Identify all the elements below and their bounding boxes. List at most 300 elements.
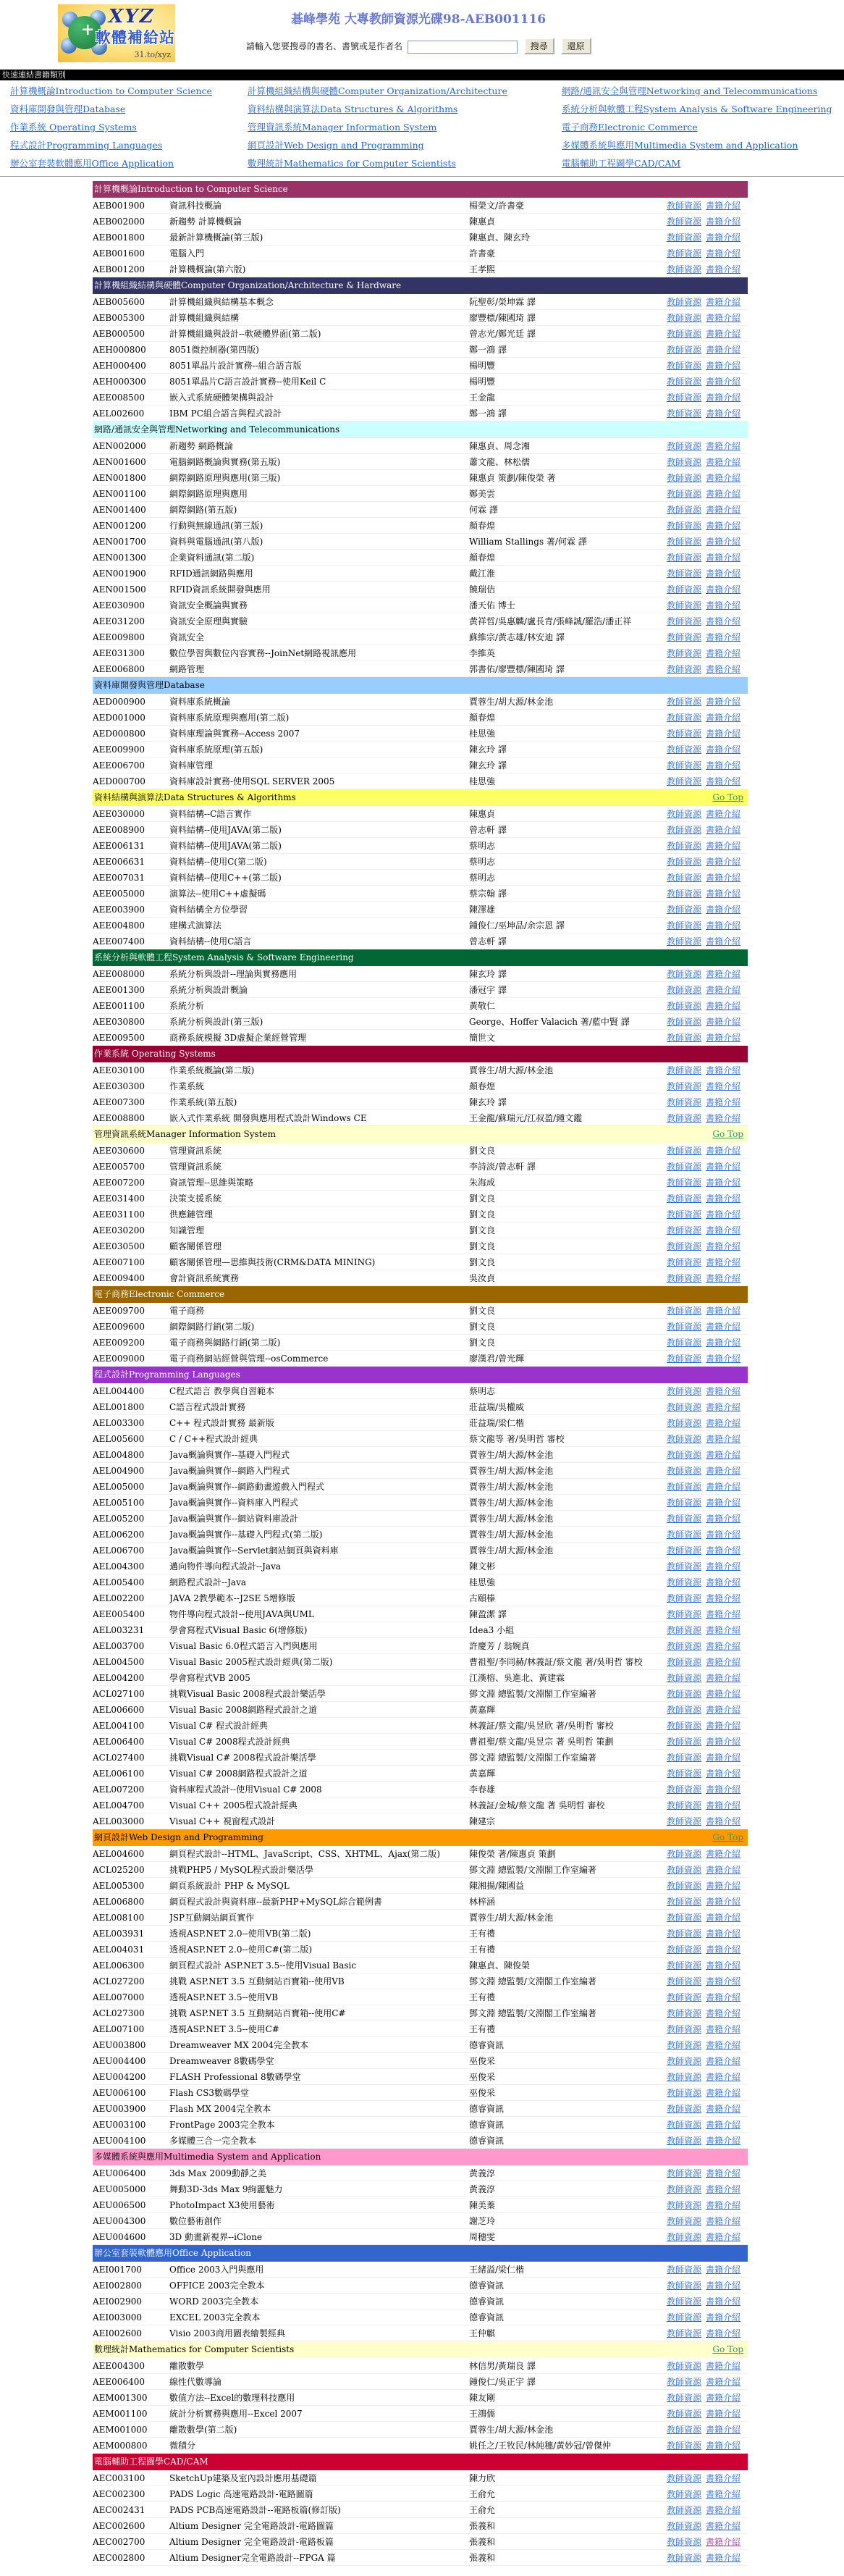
book-row (93, 438, 748, 454)
book-intro-link[interactable]: 書籍介紹 (705, 1322, 740, 1332)
teacher-resource-link[interactable]: 教師資源 (666, 1897, 701, 1907)
teacher-resource-link[interactable]: 教師資源 (666, 1241, 701, 1251)
teacher-resource-link[interactable]: 教師資源 (666, 1322, 701, 1332)
book-intro-link[interactable]: 書籍介紹 (705, 936, 740, 947)
book-intro-link[interactable]: 書籍介紹 (705, 1705, 740, 1715)
book-intro-link[interactable]: 書籍介紹 (705, 2489, 740, 2499)
book-intro-link[interactable]: 書籍介紹 (705, 1178, 740, 1188)
book-intro-link[interactable]: 書籍介紹 (705, 1498, 740, 1508)
teacher-resource-link[interactable]: 教師資源 (666, 1800, 701, 1811)
teacher-resource-link[interactable]: 教師資源 (666, 2377, 701, 2387)
teacher-resource-link[interactable]: 教師資源 (666, 1065, 701, 1075)
book-intro-link[interactable]: 書籍介紹 (705, 2216, 740, 2226)
teacher-resource-link[interactable]: 教師資源 (666, 1482, 701, 1492)
teacher-resource-link[interactable]: 教師資源 (666, 1017, 701, 1027)
teacher-resource-link[interactable]: 教師資源 (666, 873, 701, 883)
book-intro-link[interactable]: 書籍介紹 (705, 408, 740, 419)
teacher-resource-link[interactable]: 教師資源 (666, 1193, 701, 1204)
teacher-resource-link[interactable]: 教師資源 (666, 1593, 701, 1603)
book-code: AEI002800 (93, 2280, 142, 2291)
book-intro-link[interactable]: 書籍介紹 (705, 905, 740, 915)
reset-button[interactable]: 還原 (561, 38, 591, 54)
teacher-resource-link[interactable]: 教師資源 (666, 920, 701, 931)
book-intro-link[interactable]: 書籍介紹 (705, 361, 740, 371)
book-links (661, 1385, 748, 1397)
go-top-link[interactable]: Go Top (712, 792, 743, 802)
book-intro-link[interactable]: 書籍介紹 (705, 1273, 740, 1283)
book-intro-link[interactable]: 書籍介紹 (705, 1241, 740, 1251)
go-top-link[interactable]: Go Top (712, 1129, 743, 1139)
teacher-resource-link[interactable]: 教師資源 (666, 1625, 701, 1635)
book-intro-link[interactable]: 書籍介紹 (705, 2441, 740, 2451)
teacher-resource-link[interactable]: 教師資源 (666, 2008, 701, 2018)
teacher-resource-link[interactable]: 教師資源 (666, 2056, 701, 2066)
teacher-resource-link[interactable]: 教師資源 (666, 1865, 701, 1875)
teacher-resource-link[interactable]: 教師資源 (666, 297, 701, 307)
book-intro-link[interactable]: 書籍介紹 (705, 616, 740, 626)
book-intro-link[interactable]: 書籍介紹 (705, 521, 740, 531)
teacher-resource-link[interactable]: 教師資源 (666, 1929, 701, 1939)
teacher-resource-link[interactable]: 教師資源 (666, 408, 701, 419)
teacher-resource-link[interactable]: 教師資源 (666, 936, 701, 947)
book-intro-link[interactable]: 書籍介紹 (705, 1784, 740, 1795)
search-input[interactable] (408, 41, 518, 54)
teacher-resource-link[interactable]: 教師資源 (666, 1561, 701, 1572)
teacher-resource-link[interactable]: 教師資源 (666, 584, 701, 595)
book-intro-link[interactable]: 書籍介紹 (705, 569, 740, 579)
book-intro-link[interactable]: 書籍介紹 (705, 1625, 740, 1635)
book-intro-link[interactable]: 書籍介紹 (705, 201, 740, 211)
book-intro-link[interactable]: 書籍介紹 (705, 809, 740, 819)
teacher-resource-link[interactable]: 教師資源 (666, 2040, 701, 2050)
quick-link-category-5[interactable]: 資料結構與演算法Data Structures & Algorithms (248, 104, 458, 114)
quick-link-category-15[interactable]: 電腦輔助工程圖學CAD/CAM (562, 158, 681, 169)
teacher-resource-link[interactable]: 教師資源 (666, 1434, 701, 1444)
book-intro-link[interactable]: 書籍介紹 (705, 473, 740, 483)
book-intro-link[interactable]: 書籍介紹 (705, 2008, 740, 2018)
teacher-resource-link[interactable]: 教師資源 (666, 1306, 701, 1316)
go-top-link[interactable]: Go Top (712, 1832, 743, 1842)
teacher-resource-link[interactable]: 教師資源 (666, 1769, 701, 1779)
teacher-resource-link[interactable]: 教師資源 (666, 2265, 701, 2275)
book-intro-link[interactable]: 書籍介紹 (705, 1721, 740, 1731)
book-intro-link[interactable]: 書籍介紹 (705, 632, 740, 642)
teacher-resource-link[interactable]: 教師資源 (666, 1146, 701, 1156)
teacher-resource-link[interactable]: 教師資源 (666, 2120, 701, 2130)
book-intro-link[interactable]: 書籍介紹 (705, 1881, 740, 1891)
teacher-resource-link[interactable]: 教師資源 (666, 2232, 701, 2242)
book-intro-link[interactable]: 書籍介紹 (705, 1657, 740, 1667)
book-intro-link[interactable]: 書籍介紹 (705, 1849, 740, 1859)
teacher-resource-link[interactable]: 教師資源 (666, 2521, 701, 2531)
teacher-resource-link[interactable]: 教師資源 (666, 809, 701, 819)
book-intro-link[interactable]: 書籍介紹 (705, 1402, 740, 1412)
book-intro-link[interactable]: 書籍介紹 (705, 2281, 740, 2291)
book-intro-link[interactable]: 書籍介紹 (705, 760, 740, 771)
book-intro-link[interactable]: 書籍介紹 (705, 1081, 740, 1091)
teacher-resource-link[interactable]: 教師資源 (666, 632, 701, 642)
teacher-resource-link[interactable]: 教師資源 (666, 600, 701, 611)
quick-link-category-3[interactable]: 網路/通訊安全與管理Networking and Telecommunications (562, 85, 818, 96)
book-intro-link[interactable]: 書籍介紹 (705, 1434, 740, 1444)
book-intro-link[interactable]: 書籍介紹 (705, 1209, 740, 1220)
book-intro-link[interactable]: 書籍介紹 (705, 729, 740, 739)
teacher-resource-link[interactable]: 教師資源 (666, 329, 701, 339)
book-intro-link[interactable]: 書籍介紹 (705, 2505, 740, 2515)
teacher-resource-link[interactable]: 教師資源 (666, 1450, 701, 1460)
teacher-resource-link[interactable]: 教師資源 (666, 825, 701, 835)
book-intro-link[interactable]: 書籍介紹 (705, 1257, 740, 1267)
book-intro-link[interactable]: 書籍介紹 (705, 889, 740, 899)
book-intro-link[interactable]: 書籍介紹 (705, 697, 740, 707)
teacher-resource-link[interactable]: 教師資源 (666, 1721, 701, 1731)
book-intro-link[interactable]: 書籍介紹 (705, 841, 740, 851)
teacher-resource-link[interactable]: 教師資源 (666, 1657, 701, 1667)
book-intro-link[interactable]: 書籍介紹 (705, 2184, 740, 2194)
book-intro-link[interactable]: 書籍介紹 (705, 2168, 740, 2178)
teacher-resource-link[interactable]: 教師資源 (666, 2184, 701, 2194)
teacher-resource-link[interactable]: 教師資源 (666, 2200, 701, 2210)
teacher-resource-link[interactable]: 教師資源 (666, 377, 701, 387)
book-intro-link[interactable]: 書籍介紹 (705, 217, 740, 227)
teacher-resource-link[interactable]: 教師資源 (666, 2328, 701, 2338)
book-intro-link[interactable]: 書籍介紹 (705, 1530, 740, 1540)
teacher-resource-link[interactable]: 教師資源 (666, 664, 701, 674)
book-intro-link[interactable]: 書籍介紹 (705, 2040, 740, 2050)
teacher-resource-link[interactable]: 教師資源 (666, 473, 701, 483)
book-intro-link[interactable]: 書籍介紹 (705, 1193, 740, 1204)
book-intro-link[interactable]: 書籍介紹 (705, 2553, 740, 2563)
teacher-resource-link[interactable]: 教師資源 (666, 569, 701, 579)
book-intro-link[interactable]: 書籍介紹 (705, 2521, 740, 2531)
book-intro-link[interactable]: 書籍介紹 (705, 1306, 740, 1316)
teacher-resource-link[interactable]: 教師資源 (666, 313, 701, 323)
book-intro-link[interactable]: 書籍介紹 (705, 505, 740, 515)
teacher-resource-link[interactable]: 教師資源 (666, 345, 701, 355)
book-intro-link[interactable]: 書籍介紹 (705, 1753, 740, 1763)
book-intro-link[interactable]: 書籍介紹 (705, 648, 740, 658)
teacher-resource-link[interactable]: 教師資源 (666, 1577, 701, 1587)
teacher-resource-link[interactable]: 教師資源 (666, 905, 701, 915)
book-intro-link[interactable]: 書籍介紹 (705, 825, 740, 835)
book-intro-link[interactable]: 書籍介紹 (705, 1146, 740, 1156)
book-intro-link[interactable]: 書籍介紹 (705, 441, 740, 451)
teacher-resource-link[interactable]: 教師資源 (666, 2393, 701, 2403)
book-intro-link[interactable]: 書籍介紹 (705, 1017, 740, 1027)
teacher-resource-link[interactable]: 教師資源 (666, 1784, 701, 1795)
teacher-resource-link[interactable]: 教師資源 (666, 2088, 701, 2098)
book-intro-link[interactable]: 書籍介紹 (705, 2265, 740, 2275)
teacher-resource-link[interactable]: 教師資源 (666, 776, 701, 786)
book-intro-link[interactable]: 書籍介紹 (705, 1865, 740, 1875)
book-intro-link[interactable]: 書籍介紹 (705, 857, 740, 867)
book-intro-link[interactable]: 書籍介紹 (705, 713, 740, 723)
book-intro-link[interactable]: 書籍介紹 (705, 985, 740, 995)
book-intro-link[interactable]: 書籍介紹 (705, 1913, 740, 1923)
book-intro-link[interactable]: 書籍介紹 (705, 393, 740, 403)
book-intro-link[interactable]: 書籍介紹 (705, 232, 740, 243)
book-intro-link[interactable]: 書籍介紹 (705, 2312, 740, 2323)
quick-link-category-10[interactable]: 程式設計Programming Languages (10, 140, 163, 151)
quick-link-category-1[interactable]: 計算機概論Introduction to Computer Science (10, 85, 212, 96)
quick-link-category-4[interactable]: 資料庫開發與管理Database (10, 104, 126, 114)
book-intro-link[interactable]: 書籍介紹 (705, 744, 740, 755)
book-intro-link[interactable]: 書籍介紹 (705, 489, 740, 499)
teacher-resource-link[interactable]: 教師資源 (666, 969, 701, 979)
book-intro-link[interactable]: 書籍介紹 (705, 1450, 740, 1460)
book-intro-link[interactable]: 書籍介紹 (705, 1097, 740, 1107)
book-intro-link[interactable]: 書籍介紹 (705, 1992, 740, 2002)
book-links (661, 407, 748, 419)
book-intro-link[interactable]: 書籍介紹 (705, 2537, 740, 2547)
book-intro-link[interactable]: 書籍介紹 (705, 1897, 740, 1907)
teacher-resource-link[interactable]: 教師資源 (666, 2312, 701, 2323)
teacher-resource-link[interactable]: 教師資源 (666, 1338, 701, 1348)
teacher-resource-link[interactable]: 教師資源 (666, 2537, 701, 2547)
book-intro-link[interactable]: 書籍介紹 (705, 2361, 740, 2371)
teacher-resource-link[interactable]: 教師資源 (666, 1705, 701, 1715)
book-intro-link[interactable]: 書籍介紹 (705, 297, 740, 307)
teacher-resource-link[interactable]: 教師資源 (666, 1960, 701, 1971)
book-intro-link[interactable]: 書籍介紹 (705, 1673, 740, 1683)
teacher-resource-link[interactable]: 教師資源 (666, 1641, 701, 1651)
teacher-resource-link[interactable]: 教師資源 (666, 2425, 701, 2435)
book-intro-link[interactable]: 書籍介紹 (705, 1769, 740, 1779)
teacher-resource-link[interactable]: 教師資源 (666, 2553, 701, 2563)
teacher-resource-link[interactable]: 教師資源 (666, 2409, 701, 2419)
book-intro-link[interactable]: 書籍介紹 (705, 1338, 740, 1348)
book-intro-link[interactable]: 書籍介紹 (705, 1641, 740, 1651)
book-intro-link[interactable]: 書籍介紹 (705, 1466, 740, 1476)
book-intro-link[interactable]: 書籍介紹 (705, 1514, 740, 1524)
teacher-resource-link[interactable]: 教師資源 (666, 744, 701, 755)
teacher-resource-link[interactable]: 教師資源 (666, 2168, 701, 2178)
book-intro-link[interactable]: 書籍介紹 (705, 664, 740, 674)
teacher-resource-link[interactable]: 教師資源 (666, 489, 701, 499)
teacher-resource-link[interactable]: 教師資源 (666, 2216, 701, 2226)
teacher-resource-link[interactable]: 教師資源 (666, 232, 701, 243)
teacher-resource-link[interactable]: 教師資源 (666, 841, 701, 851)
book-intro-link[interactable]: 書籍介紹 (705, 248, 740, 259)
book-intro-link[interactable]: 書籍介紹 (705, 2296, 740, 2307)
teacher-resource-link[interactable]: 教師資源 (666, 1944, 701, 1955)
book-intro-link[interactable]: 書籍介紹 (705, 2200, 740, 2210)
teacher-resource-link[interactable]: 教師資源 (666, 2072, 701, 2082)
book-intro-link[interactable]: 書籍介紹 (705, 1033, 740, 1043)
teacher-resource-link[interactable]: 教師資源 (666, 553, 701, 563)
teacher-resource-link[interactable]: 教師資源 (666, 521, 701, 531)
quick-link-category-6[interactable]: 系統分析與軟體工程System Analysis & Software Engineering (562, 104, 832, 114)
teacher-resource-link[interactable]: 教師資源 (666, 616, 701, 626)
teacher-resource-link[interactable]: 教師資源 (666, 1816, 701, 1826)
teacher-resource-link[interactable]: 教師資源 (666, 1673, 701, 1683)
quick-link-category-12[interactable]: 多媒體系統與應用Multimedia System and Application (562, 140, 798, 151)
teacher-resource-link[interactable]: 教師資源 (666, 648, 701, 658)
book-intro-link[interactable]: 書籍介紹 (705, 377, 740, 387)
teacher-resource-link[interactable]: 教師資源 (666, 2104, 701, 2114)
teacher-resource-link[interactable]: 教師資源 (666, 2441, 701, 2451)
book-intro-link[interactable]: 書籍介紹 (705, 584, 740, 595)
book-code: AEL005100 (93, 1497, 145, 1508)
book-intro-link[interactable]: 書籍介紹 (705, 1960, 740, 1971)
teacher-resource-link[interactable]: 教師資源 (666, 1178, 701, 1188)
book-intro-link[interactable]: 書籍介紹 (705, 2056, 740, 2066)
book-intro-link[interactable]: 書籍介紹 (705, 1225, 740, 1235)
teacher-resource-link[interactable]: 教師資源 (666, 697, 701, 707)
book-intro-link[interactable]: 書籍介紹 (705, 600, 740, 611)
book-title: 資料與電腦通訊(第八版) (169, 537, 263, 547)
teacher-resource-link[interactable]: 教師資源 (666, 857, 701, 867)
book-intro-link[interactable]: 書籍介紹 (705, 1929, 740, 1939)
teacher-resource-link[interactable]: 教師資源 (666, 1689, 701, 1699)
book-intro-link[interactable]: 書籍介紹 (705, 537, 740, 547)
book-intro-link[interactable]: 書籍介紹 (705, 2473, 740, 2483)
book-intro-link[interactable]: 書籍介紹 (705, 1976, 740, 1986)
book-intro-link[interactable]: 書籍介紹 (705, 1065, 740, 1075)
book-title: Visual C++ 視窗程式設計 (169, 1816, 276, 1826)
book-intro-link[interactable]: 書籍介紹 (705, 1386, 740, 1396)
book-intro-link[interactable]: 書籍介紹 (705, 329, 740, 339)
teacher-resource-link[interactable]: 教師資源 (666, 1992, 701, 2002)
book-intro-link[interactable]: 書籍介紹 (705, 2409, 740, 2419)
teacher-resource-link[interactable]: 教師資源 (666, 1113, 701, 1123)
teacher-resource-link[interactable]: 教師資源 (666, 264, 701, 274)
quick-link-category-11[interactable]: 網頁設計Web Design and Programming (248, 140, 424, 151)
book-intro-link[interactable]: 書籍介紹 (705, 1561, 740, 1572)
teacher-resource-link[interactable]: 教師資源 (666, 1081, 701, 1091)
teacher-resource-link[interactable]: 教師資源 (666, 1225, 701, 1235)
book-intro-link[interactable]: 書籍介紹 (705, 2024, 740, 2034)
book-intro-link[interactable]: 書籍介紹 (705, 2377, 740, 2387)
book-intro-link[interactable]: 書籍介紹 (705, 1113, 740, 1123)
quick-link-category-14[interactable]: 數理統計Mathematics for Computer Scientists (248, 158, 456, 169)
teacher-resource-link[interactable]: 教師資源 (666, 713, 701, 723)
book-intro-link[interactable]: 書籍介紹 (705, 969, 740, 979)
book-intro-link[interactable]: 書籍介紹 (705, 1482, 740, 1492)
quick-link-category-7[interactable]: 作業系統 Operating Systems (10, 122, 137, 133)
teacher-resource-link[interactable]: 教師資源 (666, 1466, 701, 1476)
book-intro-link[interactable]: 書籍介紹 (705, 2104, 740, 2114)
teacher-resource-link[interactable]: 教師資源 (666, 1514, 701, 1524)
teacher-resource-link[interactable]: 教師資源 (666, 1881, 701, 1891)
book-intro-link[interactable]: 書籍介紹 (705, 2425, 740, 2435)
teacher-resource-link[interactable]: 教師資源 (666, 1273, 701, 1283)
book-intro-link[interactable]: 書籍介紹 (705, 1577, 740, 1587)
book-intro-link[interactable]: 書籍介紹 (705, 1418, 740, 1428)
teacher-resource-link[interactable]: 教師資源 (666, 1418, 701, 1428)
book-intro-link[interactable]: 書籍介紹 (705, 776, 740, 786)
teacher-resource-link[interactable]: 教師資源 (666, 201, 701, 211)
teacher-resource-link[interactable]: 教師資源 (666, 361, 701, 371)
book-intro-link[interactable]: 書籍介紹 (705, 1689, 740, 1699)
site-logo[interactable] (58, 4, 175, 62)
teacher-resource-link[interactable]: 教師資源 (666, 2361, 701, 2371)
teacher-resource-link[interactable]: 教師資源 (666, 2296, 701, 2307)
teacher-resource-link[interactable]: 教師資源 (666, 1402, 701, 1412)
teacher-resource-link[interactable]: 教師資源 (666, 729, 701, 739)
teacher-resource-link[interactable]: 教師資源 (666, 1609, 701, 1619)
teacher-resource-link[interactable]: 教師資源 (666, 1209, 701, 1220)
book-intro-link[interactable]: 書籍介紹 (705, 2120, 740, 2130)
book-intro-link[interactable]: 書籍介紹 (705, 1609, 740, 1619)
teacher-resource-link[interactable]: 教師資源 (666, 393, 701, 403)
teacher-resource-link[interactable]: 教師資源 (666, 441, 701, 451)
search-button[interactable]: 搜尋 (524, 38, 554, 54)
teacher-resource-link[interactable]: 教師資源 (666, 1354, 701, 1364)
book-intro-link[interactable]: 書籍介紹 (705, 2088, 740, 2098)
teacher-resource-link[interactable]: 教師資源 (666, 1498, 701, 1508)
book-intro-link[interactable]: 書籍介紹 (705, 1816, 740, 1826)
book-intro-link[interactable]: 書籍介紹 (705, 1800, 740, 1811)
book-intro-link[interactable]: 書籍介紹 (705, 1737, 740, 1747)
teacher-resource-link[interactable]: 教師資源 (666, 1913, 701, 1923)
book-intro-link[interactable]: 書籍介紹 (705, 2232, 740, 2242)
book-intro-link[interactable]: 書籍介紹 (705, 313, 740, 323)
book-intro-link[interactable]: 書籍介紹 (705, 345, 740, 355)
teacher-resource-link[interactable]: 教師資源 (666, 1162, 701, 1172)
quick-link-category-9[interactable]: 電子商務Electronic Commerce (562, 122, 698, 133)
teacher-resource-link[interactable]: 教師資源 (666, 505, 701, 515)
teacher-resource-link[interactable]: 教師資源 (666, 889, 701, 899)
book-intro-link[interactable]: 書籍介紹 (705, 2393, 740, 2403)
teacher-resource-link[interactable]: 教師資源 (666, 537, 701, 547)
teacher-resource-link[interactable]: 教師資源 (666, 1545, 701, 1556)
book-code: AEL004800 (93, 1449, 145, 1460)
book-intro-link[interactable]: 書籍介紹 (705, 1593, 740, 1603)
quick-link-category-13[interactable]: 辦公室套裝軟體應用Office Application (10, 158, 174, 169)
quick-link-category-2[interactable]: 計算機組織結構與硬體Computer Organization/Architecture (248, 85, 507, 96)
teacher-resource-link[interactable]: 教師資源 (666, 1097, 701, 1107)
teacher-resource-link[interactable]: 教師資源 (666, 1753, 701, 1763)
book-intro-link[interactable]: 書籍介紹 (705, 553, 740, 563)
teacher-resource-link[interactable]: 教師資源 (666, 2489, 701, 2499)
book-intro-link[interactable]: 書籍介紹 (705, 1162, 740, 1172)
teacher-resource-link[interactable]: 教師資源 (666, 217, 701, 227)
book-intro-link[interactable]: 書籍介紹 (705, 264, 740, 274)
teacher-resource-link[interactable]: 教師資源 (666, 2505, 701, 2515)
teacher-resource-link[interactable]: 教師資源 (666, 2136, 701, 2146)
teacher-resource-link[interactable]: 教師資源 (666, 1530, 701, 1540)
book-intro-link[interactable]: 書籍介紹 (705, 920, 740, 931)
book-intro-link[interactable]: 書籍介紹 (705, 1354, 740, 1364)
teacher-resource-link[interactable]: 教師資源 (666, 1386, 701, 1396)
teacher-resource-link[interactable]: 教師資源 (666, 457, 701, 467)
teacher-resource-link[interactable]: 教師資源 (666, 2281, 701, 2291)
teacher-resource-link[interactable]: 教師資源 (666, 2024, 701, 2034)
teacher-resource-link[interactable]: 教師資源 (666, 760, 701, 771)
teacher-resource-link[interactable]: 教師資源 (666, 985, 701, 995)
book-links (661, 1224, 748, 1236)
teacher-resource-link[interactable]: 教師資源 (666, 1737, 701, 1747)
book-intro-link[interactable]: 書籍介紹 (705, 1944, 740, 1955)
book-intro-link[interactable]: 書籍介紹 (705, 457, 740, 467)
teacher-resource-link[interactable]: 教師資源 (666, 1001, 701, 1011)
go-top-link[interactable]: Go Top (712, 2344, 743, 2354)
quick-link-category-8[interactable]: 管理資訊系統Manager Information System (248, 122, 437, 133)
book-intro-link[interactable]: 書籍介紹 (705, 1001, 740, 1011)
teacher-resource-link[interactable]: 教師資源 (666, 1976, 701, 1986)
book-intro-link[interactable]: 書籍介紹 (705, 1545, 740, 1556)
teacher-resource-link[interactable]: 教師資源 (666, 1257, 701, 1267)
teacher-resource-link[interactable]: 教師資源 (666, 2473, 701, 2483)
teacher-resource-link[interactable]: 教師資源 (666, 1033, 701, 1043)
teacher-resource-link[interactable]: 教師資源 (666, 248, 701, 259)
book-intro-link[interactable]: 書籍介紹 (705, 2136, 740, 2146)
book-intro-link[interactable]: 書籍介紹 (705, 2328, 740, 2338)
book-intro-link[interactable]: 書籍介紹 (705, 2072, 740, 2082)
book-intro-link[interactable]: 書籍介紹 (705, 873, 740, 883)
teacher-resource-link[interactable]: 教師資源 (666, 1849, 701, 1859)
